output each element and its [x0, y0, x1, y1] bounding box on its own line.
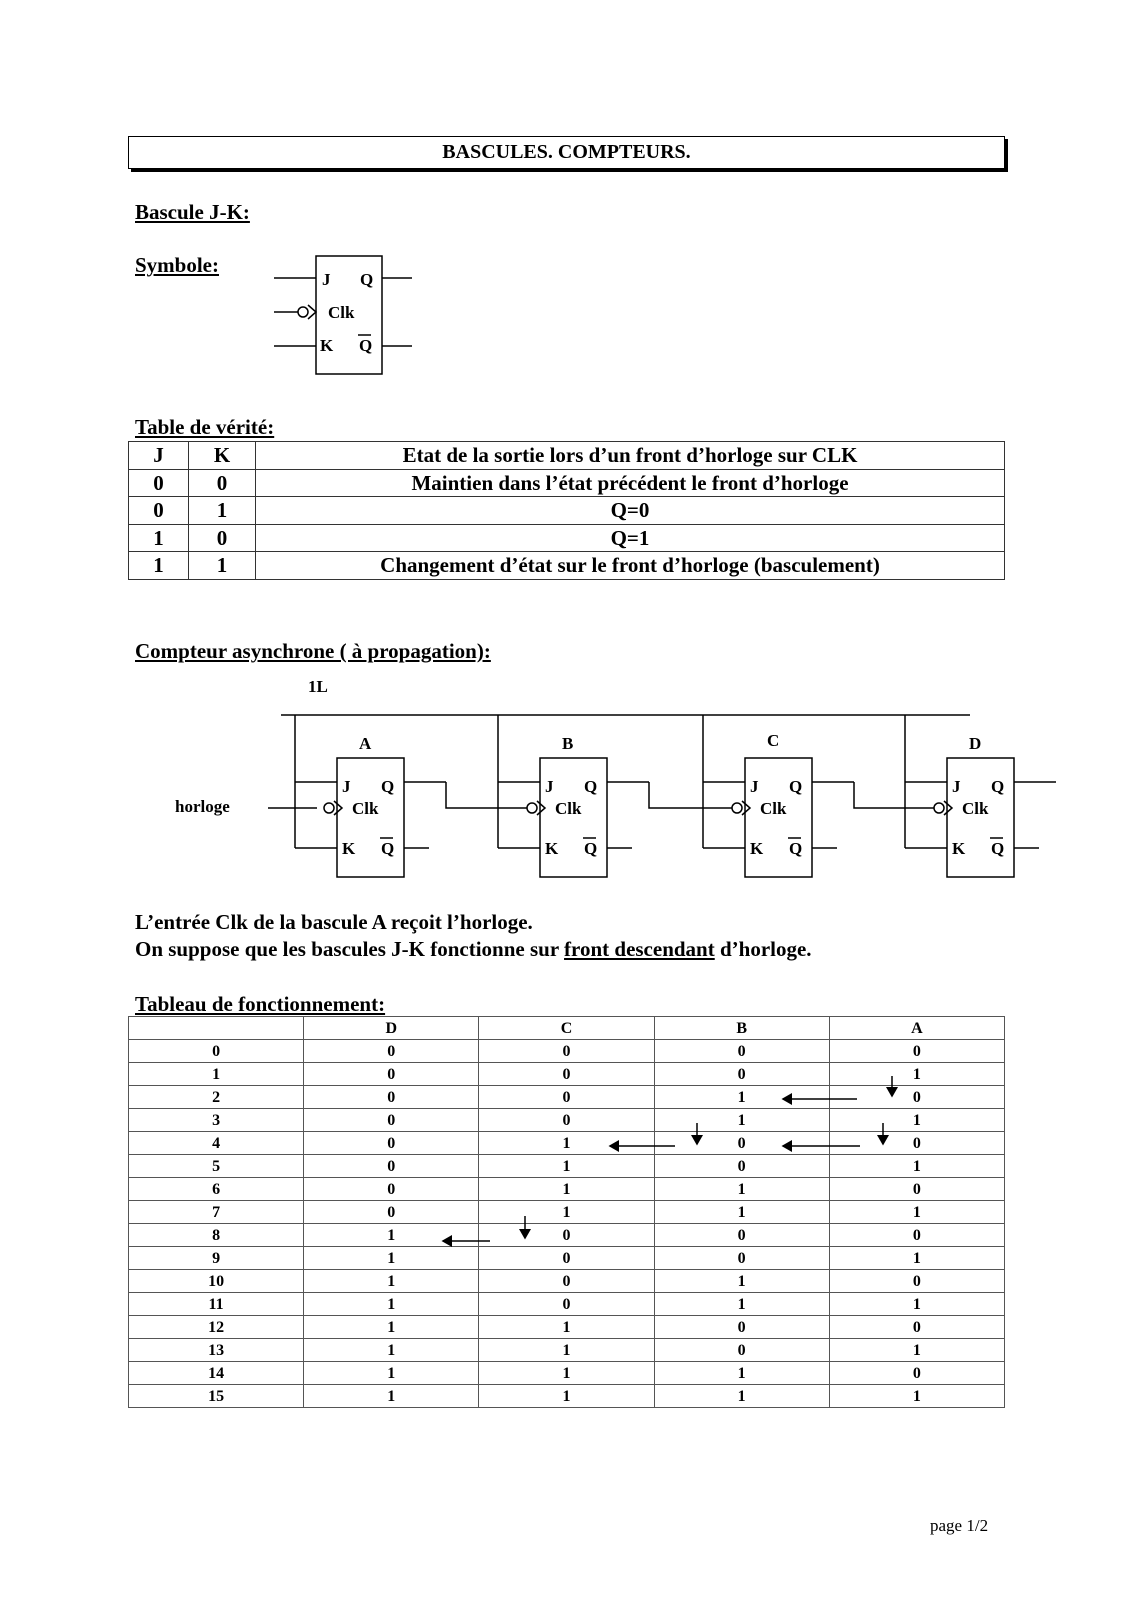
table-cell: 1	[829, 1293, 1004, 1316]
table-cell: 1	[654, 1270, 829, 1293]
table-cell: 5	[129, 1155, 304, 1178]
table-cell: 0	[304, 1178, 479, 1201]
symbol-j: J	[322, 270, 331, 289]
table-cell: 1	[479, 1201, 654, 1224]
table-cell: 1	[479, 1155, 654, 1178]
operation-table-heading: Tableau de fonctionnement:	[135, 992, 386, 1016]
table-cell: 1	[479, 1316, 654, 1339]
table-cell: 0	[479, 1086, 654, 1109]
table-cell: 0	[479, 1063, 654, 1086]
pin-clk: Clk	[962, 799, 989, 818]
table-cell: 1	[129, 524, 189, 552]
table-cell: 1	[654, 1086, 829, 1109]
clock-label: horloge	[175, 797, 230, 816]
table-cell: 0	[654, 1247, 829, 1270]
table-cell: 0	[654, 1063, 829, 1086]
symbol-k: K	[320, 336, 334, 355]
table-cell: 0	[829, 1316, 1004, 1339]
table-cell: 11	[129, 1293, 304, 1316]
table-cell: 0	[479, 1224, 654, 1247]
table-cell: 1	[129, 552, 189, 580]
table-cell: 1	[654, 1293, 829, 1316]
table-cell: 1	[304, 1316, 479, 1339]
pin-q: Q	[789, 777, 803, 796]
flipflop-label: B	[562, 734, 574, 753]
table-cell: 0	[829, 1224, 1004, 1247]
flipflop-label: D	[969, 734, 982, 753]
table-cell: D	[304, 1017, 479, 1040]
table-cell: 0	[189, 469, 256, 497]
table-cell: 1	[304, 1293, 479, 1316]
pin-k: K	[750, 839, 764, 858]
table-cell: 0	[304, 1086, 479, 1109]
truth-table-heading: Table de vérité:	[135, 415, 275, 439]
table-cell: 0	[654, 1155, 829, 1178]
table-cell: C	[479, 1017, 654, 1040]
table-cell: 3	[129, 1109, 304, 1132]
table-cell: 4	[129, 1132, 304, 1155]
table-cell: 10	[129, 1270, 304, 1293]
table-cell: 0	[304, 1132, 479, 1155]
table-cell: 0	[479, 1109, 654, 1132]
table-cell: A	[829, 1017, 1004, 1040]
table-cell: 14	[129, 1362, 304, 1385]
table-cell: 12	[129, 1316, 304, 1339]
table-cell: 1	[479, 1178, 654, 1201]
table-cell: 1	[654, 1362, 829, 1385]
table-cell: 1	[304, 1362, 479, 1385]
table-cell: 0	[479, 1270, 654, 1293]
flipflop-label: C	[767, 731, 780, 750]
counter-heading: Compteur asynchrone ( à propagation):	[135, 639, 491, 663]
table-cell: 1	[304, 1270, 479, 1293]
table-cell: 0	[829, 1040, 1004, 1063]
table-cell: 0	[189, 524, 256, 552]
symbol-qbar: Q	[359, 336, 373, 355]
table-cell: 13	[129, 1339, 304, 1362]
table-cell: 0	[479, 1293, 654, 1316]
table-cell: 0	[654, 1339, 829, 1362]
table-cell: 1	[654, 1178, 829, 1201]
table-cell: 0	[304, 1109, 479, 1132]
pin-qbar: Q	[789, 839, 803, 858]
pin-k: K	[545, 839, 559, 858]
table-cell: 1	[829, 1201, 1004, 1224]
table-cell: 0	[829, 1178, 1004, 1201]
table-cell: 2	[129, 1086, 304, 1109]
table-cell: 0	[829, 1086, 1004, 1109]
table-cell: 1	[829, 1063, 1004, 1086]
pin-j: J	[342, 777, 351, 796]
pin-q: Q	[584, 777, 598, 796]
table-cell: 1	[829, 1155, 1004, 1178]
table-cell: 0	[829, 1270, 1004, 1293]
pin-qbar: Q	[381, 839, 395, 858]
pin-q: Q	[991, 777, 1005, 796]
table-cell: 1	[829, 1247, 1004, 1270]
pin-qbar: Q	[991, 839, 1005, 858]
table-cell: 0	[654, 1040, 829, 1063]
pin-clk: Clk	[760, 799, 787, 818]
table-cell: 0	[829, 1132, 1004, 1155]
table-cell: 1	[479, 1339, 654, 1362]
table-cell: 0	[304, 1063, 479, 1086]
page-number: page 1/2	[930, 1516, 989, 1535]
table-cell: 0	[479, 1040, 654, 1063]
table-cell: 8	[129, 1224, 304, 1247]
table-cell: 0	[304, 1155, 479, 1178]
section-heading-jk: Bascule J-K:	[135, 200, 250, 224]
symbol-q: Q	[360, 270, 374, 289]
table-cell: Changement d’état sur le front d’horloge (basculement)	[256, 552, 1005, 580]
table-cell: 1	[304, 1339, 479, 1362]
pin-clk: Clk	[555, 799, 582, 818]
table-cell: 1	[304, 1385, 479, 1408]
table-cell: 1	[654, 1201, 829, 1224]
table-cell: Q=0	[256, 497, 1005, 525]
table-cell: 1	[829, 1385, 1004, 1408]
table-cell: K	[189, 442, 256, 470]
description-line-1: L’entrée Clk de la bascule A reçoit l’horloge.	[135, 910, 533, 934]
table-cell: 1	[189, 497, 256, 525]
table-cell: 7	[129, 1201, 304, 1224]
pin-clk: Clk	[352, 799, 379, 818]
table-cell: J	[129, 442, 189, 470]
table-cell: 0	[129, 469, 189, 497]
table-cell: 1	[654, 1385, 829, 1408]
table-cell: 0	[479, 1247, 654, 1270]
table-cell: Maintien dans l’état précédent le front d’horloge	[256, 469, 1005, 497]
pin-k: K	[952, 839, 966, 858]
table-cell: 6	[129, 1178, 304, 1201]
table-cell: 1	[479, 1385, 654, 1408]
front-descendant-text: front descendant	[564, 937, 715, 961]
table-cell: Etat de la sortie lors d’un front d’horloge sur CLK	[256, 442, 1005, 470]
pin-j: J	[952, 777, 961, 796]
pin-j: J	[750, 777, 759, 796]
table-cell: 0	[654, 1316, 829, 1339]
table-cell: 0	[129, 1040, 304, 1063]
table-cell: 1	[304, 1247, 479, 1270]
pin-j: J	[545, 777, 554, 796]
flipflop-label: A	[359, 734, 372, 753]
description-line-2: On suppose que les bascules J-K fonctionne sur front descendant d’horloge.	[135, 937, 812, 961]
table-cell: 1	[129, 1063, 304, 1086]
table-cell: 9	[129, 1247, 304, 1270]
table-cell: 1	[189, 552, 256, 580]
page-title: BASCULES. COMPTEURS.	[128, 136, 1005, 169]
table-cell: B	[654, 1017, 829, 1040]
supply-label: 1L	[308, 677, 328, 696]
table-cell: 0	[129, 497, 189, 525]
table-cell: 0	[829, 1362, 1004, 1385]
pin-k: K	[342, 839, 356, 858]
table-cell: 1	[479, 1362, 654, 1385]
table-cell: 0	[304, 1040, 479, 1063]
pin-q: Q	[381, 777, 395, 796]
table-cell: 1	[654, 1109, 829, 1132]
table-cell: 1	[479, 1132, 654, 1155]
symbol-clk: Clk	[328, 303, 355, 322]
table-cell: Q=1	[256, 524, 1005, 552]
table-cell: 15	[129, 1385, 304, 1408]
table-cell: 0	[654, 1132, 829, 1155]
table-cell: 1	[304, 1224, 479, 1247]
symbol-heading: Symbole:	[135, 253, 219, 277]
pin-qbar: Q	[584, 839, 598, 858]
table-cell: 1	[829, 1339, 1004, 1362]
table-cell: 0	[304, 1201, 479, 1224]
table-cell: 1	[829, 1109, 1004, 1132]
table-cell: 0	[654, 1224, 829, 1247]
